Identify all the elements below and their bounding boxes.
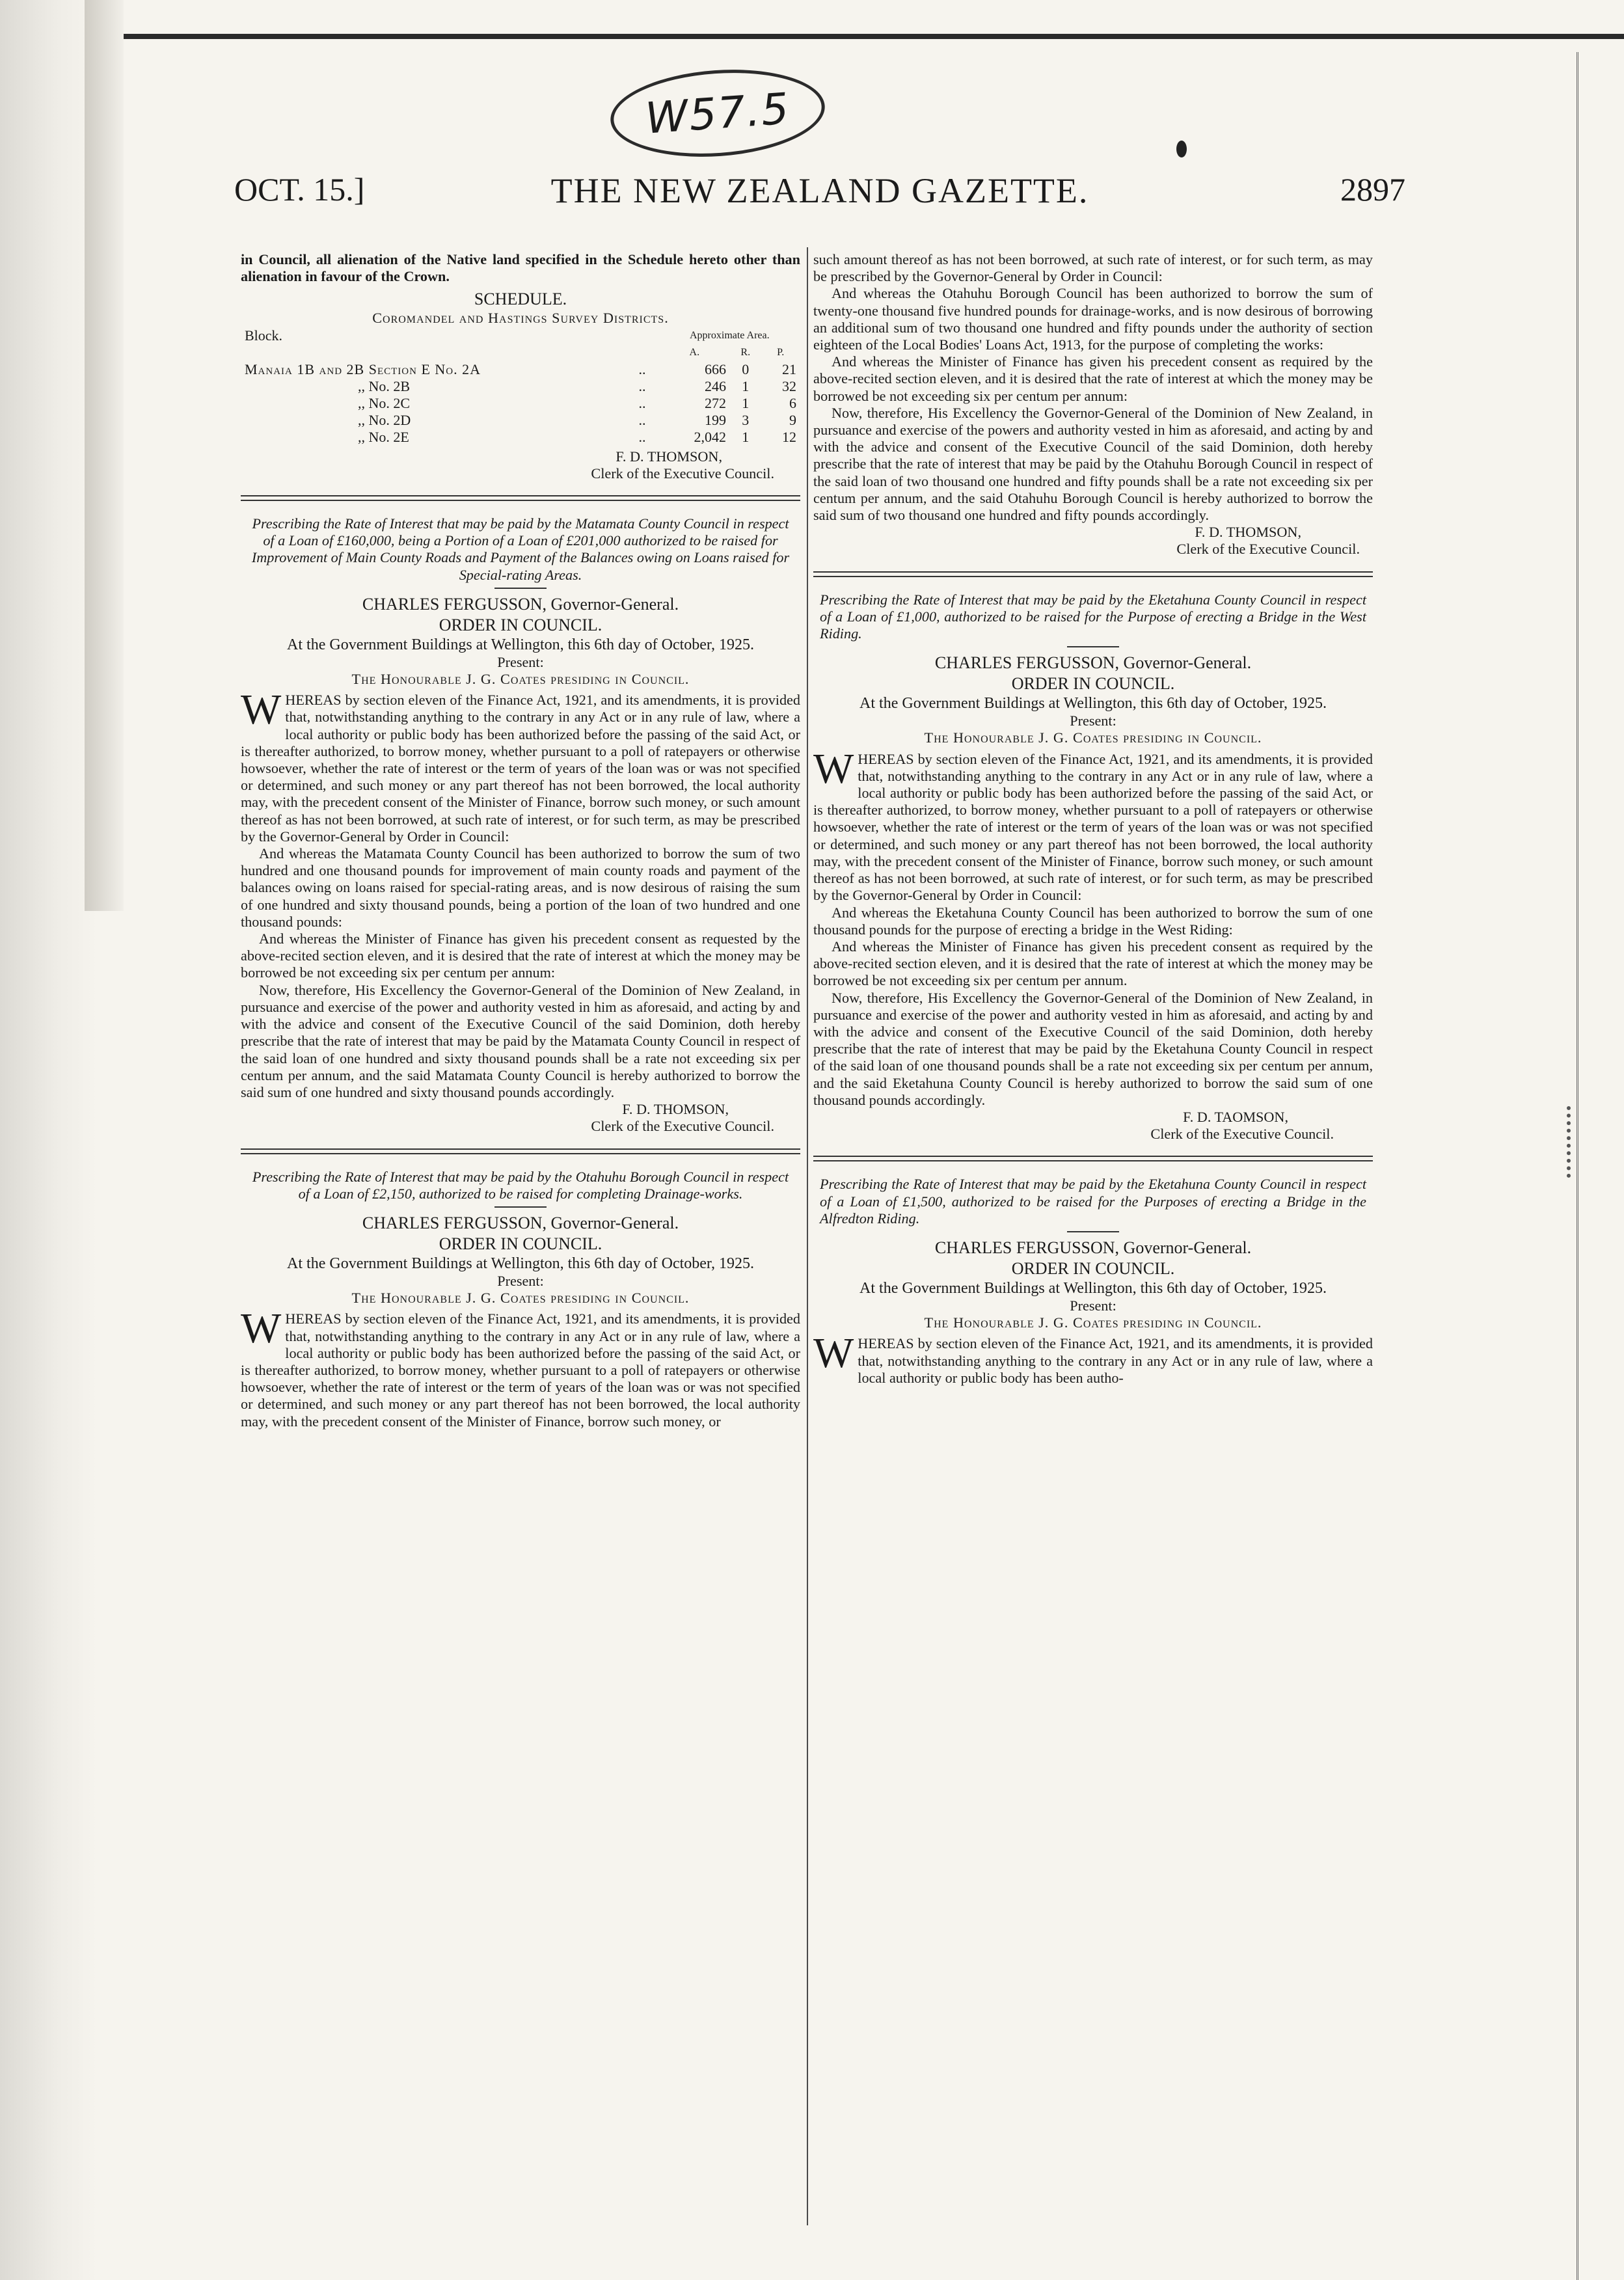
notice-signature: [241, 1101, 800, 1135]
block-name: Manaia 1B and 2B Section E No. 2A: [245, 360, 481, 377]
schedule-units-row: [241, 344, 800, 361]
page-number: 2897: [1340, 171, 1405, 208]
whereas-paragraph: And whereas the Minister of Finance has given his precedent consent as requested by the above-recited section eleven, and it is desired that the rate of interest at which the money may be borrowed be not exceeding six per centum per annum:: [241, 930, 800, 981]
presiding-line: The Honourable J. G. Coates presiding in Council.: [924, 729, 1262, 746]
drop-cap: W: [813, 744, 854, 793]
notice-caption: Prescribing the Rate of Interest that may be paid by the Eketahuna County Council in respect of a Loan of £1,000, authorized to be raised for the Purpose of erecting a Bridge in the West Riding.: [820, 591, 1366, 642]
short-rule: [494, 588, 547, 589]
order-heading: ORDER IN COUNCIL.: [1011, 1258, 1175, 1278]
present-label: Present:: [497, 1272, 544, 1289]
gazette-title: THE NEW ZEALAND GAZETTE.: [550, 171, 1089, 210]
whereas-paragraph: [813, 1329, 1373, 1387]
notice-caption: Prescribing the Rate of Interest that may be paid by the Eketahuna County Council in respect of a Loan of £1,500, authorized to be raised for the Purposes of erecting a Bridge in the Alfredton Riding.: [820, 1176, 1366, 1227]
running-header: [234, 170, 1405, 219]
presiding-line: The Honourable J. G. Coates presiding in Council.: [351, 1290, 690, 1307]
binding-edge: [85, 0, 124, 911]
whereas-paragraph: [813, 744, 1373, 904]
area-acres: 666: [705, 360, 727, 377]
table-row: [241, 361, 800, 378]
area-perches: 6: [789, 394, 796, 411]
schedule-heading: SCHEDULE.: [474, 290, 567, 309]
page-binding-shadow: [0, 0, 98, 2280]
place-line: At the Government Buildings at Wellington, this 6th day of October, 1925.: [859, 695, 1327, 712]
top-edge-rule: [124, 34, 1624, 39]
area-acres: 2,042: [694, 428, 727, 445]
area-column-header: Approximate Area.: [689, 329, 770, 341]
signer-title: Clerk of the Executive Council.: [1150, 1126, 1334, 1143]
now-therefore-paragraph: Now, therefore, His Excellency the Governor-General of the Dominion of New Zealand, in pursuance and exercise of the powers and authority vested in him as aforesaid, and acting by and with the advice and consent of the Executive Council of the said Dominion, doth hereby prescribe that the rate of interest that may be paid by the Otahuhu Borough Council in respect of the said loan of two thousand one hundred and fifty pounds shall be a rate not exceeding six per centum per annum, and the said Otahuhu Borough Council is hereby authorized to borrow the said sum of two thousand one hundred and fifty pounds accordingly.: [813, 404, 1373, 524]
whereas-paragraph: [241, 1305, 800, 1430]
right-page-edge: [1577, 52, 1624, 2280]
order-heading: ORDER IN COUNCIL.: [439, 615, 602, 634]
present-label: Present:: [1070, 712, 1116, 729]
leader-dots: ..: [638, 377, 646, 394]
leader-dots: ..: [638, 360, 646, 377]
area-acres: 272: [705, 394, 727, 411]
governor-line: CHARLES FERGUSSON, Governor-General.: [934, 1238, 1252, 1257]
column-divider: [807, 247, 808, 2225]
area-roods: 1: [742, 428, 750, 445]
now-therefore-paragraph: Now, therefore, His Excellency the Governor-General of the Dominion of New Zealand, in pursuance and exercise of the power and authority vested in him as aforesaid, and acting by and with the advice and consent of the Executive Council of the said Dominion, doth hereby prescribe that the rate of interest that may be paid by the Eketahuna County Council in respect of the said loan of one thousand pounds shall be a rate not exceeding six per centum per annum, and the said Eketahuna County Council is hereby authorized to borrow the said sum of one thousand pounds accordingly.: [813, 989, 1373, 1108]
block-name: ,, No. 2C: [358, 394, 411, 411]
signer-name: F. D. TAOMSON,: [1183, 1108, 1288, 1125]
present-label: Present:: [1070, 1297, 1116, 1314]
schedule-districts: Coromandel and Hastings Survey Districts.: [372, 310, 669, 327]
ink-mark: [1176, 141, 1187, 157]
order-heading: ORDER IN COUNCIL.: [439, 1234, 602, 1253]
notice-separator: [813, 571, 1373, 577]
paragraph-text: HEREAS by section eleven of the Finance Act, 1921, and its amendments, it is provided that, notwithstanding anything to the contrary in any Act or in any rule of law, where a local authority or public body has been autho-: [858, 1335, 1373, 1386]
right-column: [813, 251, 1373, 1387]
unit-acres: A.: [689, 346, 700, 358]
area-roods: 1: [742, 394, 750, 411]
area-roods: 1: [742, 377, 750, 394]
notice-signature: [813, 1109, 1373, 1143]
governor-line: CHARLES FERGUSSON, Governor-General.: [934, 653, 1252, 673]
governor-line: CHARLES FERGUSSON, Governor-General.: [362, 594, 679, 614]
short-rule: [1067, 646, 1119, 647]
block-name: ,, No. 2E: [358, 428, 409, 445]
area-perches: 12: [782, 428, 796, 445]
area-roods: 0: [742, 360, 750, 377]
notice-separator: [241, 1148, 800, 1154]
notice-signature: [813, 524, 1373, 558]
notice-caption: Prescribing the Rate of Interest that may be paid by the Otahuhu Borough Council in respect of a Loan of £2,150, authorized to be raised for completing Drainage-works.: [252, 1168, 789, 1202]
short-rule: [494, 1206, 547, 1208]
left-column: [241, 251, 800, 1430]
whereas-paragraph: And whereas the Matamata County Council has been authorized to borrow the sum of two hundred and one thousand pounds for improvement of main county roads and payment of the balances owing on loans raised for special-rating areas, and is now desirous of raising the sum of one hundred and sixty thousand pounds, being a portion of the loan of two hundred and one thousand pounds:: [241, 845, 800, 930]
signer-name: F. D. THOMSON,: [622, 1101, 729, 1118]
now-therefore-paragraph: Now, therefore, His Excellency the Governor-General of the Dominion of New Zealand, in pursuance and exercise of the power and authority vested in him as aforesaid, and acting by and with the advice and consent of the Executive Council of the said Dominion, doth hereby prescribe that the rate of interest that may be paid by the Matamata County Council in respect of the said loan of one hundred and sixty thousand pounds shall be a rate not exceeding six per centum per annum, and the said Matamata County Council is hereby authorized to borrow the said sum of one hundred and sixty thousand pounds accordingly.: [241, 981, 800, 1100]
drop-cap: W: [813, 1329, 854, 1378]
table-row: [241, 429, 800, 446]
place-line: At the Government Buildings at Wellington, this 6th day of October, 1925.: [287, 636, 754, 653]
area-roods: 3: [742, 411, 750, 428]
leader-dots: ..: [638, 394, 646, 411]
signer-name: F. D. THOMSON,: [616, 448, 722, 465]
area-acres: 246: [705, 377, 727, 394]
notice-separator: [813, 1156, 1373, 1161]
area-perches: 32: [782, 377, 796, 394]
handwritten-stamp: W57.5: [608, 63, 828, 164]
schedule-header-row: [241, 327, 800, 344]
signer-title: Clerk of the Executive Council.: [1176, 541, 1360, 558]
leader-dots: ..: [638, 428, 646, 445]
area-acres: 199: [705, 411, 727, 428]
drop-cap: W: [241, 686, 282, 734]
whereas-paragraph: And whereas the Eketahuna County Council has been authorized to borrow the sum of one thousand pounds for the purpose of erecting a bridge in the West Riding:: [813, 904, 1373, 938]
presiding-line: The Honourable J. G. Coates presiding in Council.: [351, 671, 690, 688]
table-row: [241, 395, 800, 412]
drop-cap: W: [241, 1305, 282, 1353]
order-heading: ORDER IN COUNCIL.: [1011, 674, 1175, 694]
schedule-table: [241, 327, 800, 446]
paragraph-text: HEREAS by section eleven of the Finance Act, 1921, and its amendments, it is provided that, notwithstanding anything to the contrary in any Act or in any rule of law, where a local authority or public body has been authorized before the passing of the said Act, or is thereafter authorized, to borrow money, whether pursuant to a poll of ratepayers or otherwise howsoever, whether the rate of interest or the term of years of the loan was or was not specified or determined, and such money or any part thereof has not been borrowed, the local authority may, with the precedent consent of the Minister of Finance, borrow such money, or such amount thereof as has not been borrowed, at such rate of interest, or for such term, as may be prescribed by the Governor-General by Order in Council:: [241, 692, 800, 845]
continued-paragraph: such amount thereof as has not been borrowed, at such rate of interest, or for such term, as may be prescribed by the Governor-General by Order in Council:: [813, 251, 1373, 285]
whereas-paragraph: And whereas the Minister of Finance has given his precedent consent as required by the above-recited section eleven, and it is desired that the rate of interest at which the money may be borrowed be not exceeding six per centum per annum:: [813, 353, 1373, 404]
place-line: At the Government Buildings at Wellington, this 6th day of October, 1925.: [859, 1279, 1327, 1297]
unit-perches: P.: [777, 346, 785, 358]
notice-caption: Prescribing the Rate of Interest that may be paid by the Matamata County Council in respect of a Loan of £160,000, being a Portion of a Loan of £201,000 authorized to be raised for Improvement of Main County Roads and Payment of the Balances owing on Loans raised for Special-rating Areas.: [251, 515, 790, 583]
area-perches: 9: [789, 411, 796, 428]
whereas-paragraph: [241, 686, 800, 845]
paragraph-text: HEREAS by section eleven of the Finance Act, 1921, and its amendments, it is provided that, notwithstanding anything to the contrary in any Act or in any rule of law, where a local authority or public body has been authorized before the passing of the said Act, or is thereafter authorized, to borrow money, whether pursuant to a poll of ratepayers or otherwise howsoever, whether the rate of interest or the term of years of the loan was or was not specified or determined, and such money or any part thereof has not been borrowed, the local authority may, with the precedent consent of the Minister of Finance, borrow such money, or such amount thereof as has not been borrowed, at such rate of interest, or for such term, as may be prescribed by the Governor-General by Order in Council:: [813, 750, 1373, 904]
leader-dots: ..: [638, 411, 646, 428]
edge-mark: [1567, 1106, 1590, 1178]
block-name: ,, No. 2D: [358, 411, 411, 428]
whereas-paragraph: And whereas the Minister of Finance has given his precedent consent as required by the above-recited section eleven, and it is desired that the rate of interest at which the money may be borrowed be not exceeding six per centum per annum.: [813, 938, 1373, 989]
unit-roods: R.: [740, 346, 751, 358]
block-column-header: Block.: [245, 327, 283, 344]
table-row: [241, 412, 800, 429]
area-perches: 21: [782, 360, 796, 377]
presiding-line: The Honourable J. G. Coates presiding in Council.: [924, 1314, 1262, 1331]
table-row: [241, 378, 800, 395]
schedule-signature: [241, 448, 800, 482]
paragraph-text: HEREAS by section eleven of the Finance Act, 1921, and its amendments, it is provided that, notwithstanding anything to the contrary in any Act or in any rule of law, where a local authority or public body has been authorized before the passing of the said Act, or is thereafter authorized, to borrow money, whether pursuant to a poll of ratepayers or otherwise howsoever, whether the rate of interest or the term of years of the loan was or was not specified or determined, and such money or any part thereof has not been borrowed, the local authority may, with the precedent consent of the Minister of Finance, borrow such money, or: [241, 1310, 800, 1430]
signer-name: F. D. THOMSON,: [1195, 524, 1301, 541]
whereas-paragraph: And whereas the Otahuhu Borough Council has been authorized to borrow the sum of twenty-one thousand five hundred pounds for drainage-works, and is now desirous of borrowing an additional sum of two thousand one hundred and fifty pounds under the authority of section eighteen of the Local Bodies' Loans Act, 1913, for the purpose of completing the works:: [813, 285, 1373, 353]
notice-separator: [241, 495, 800, 501]
block-name: ,, No. 2B: [358, 377, 411, 394]
governor-line: CHARLES FERGUSSON, Governor-General.: [362, 1213, 679, 1232]
signer-title: Clerk of the Executive Council.: [591, 1118, 774, 1135]
present-label: Present:: [497, 653, 544, 670]
place-line: At the Government Buildings at Wellington, this 6th day of October, 1925.: [287, 1255, 754, 1272]
short-rule: [1067, 1231, 1119, 1232]
header-date: OCT. 15.]: [234, 171, 365, 208]
signer-title: Clerk of the Executive Council.: [591, 465, 774, 482]
intro-paragraph: in Council, all alienation of the Native land specified in the Schedule hereto other than alienation in favour of the Crown.: [241, 251, 800, 285]
